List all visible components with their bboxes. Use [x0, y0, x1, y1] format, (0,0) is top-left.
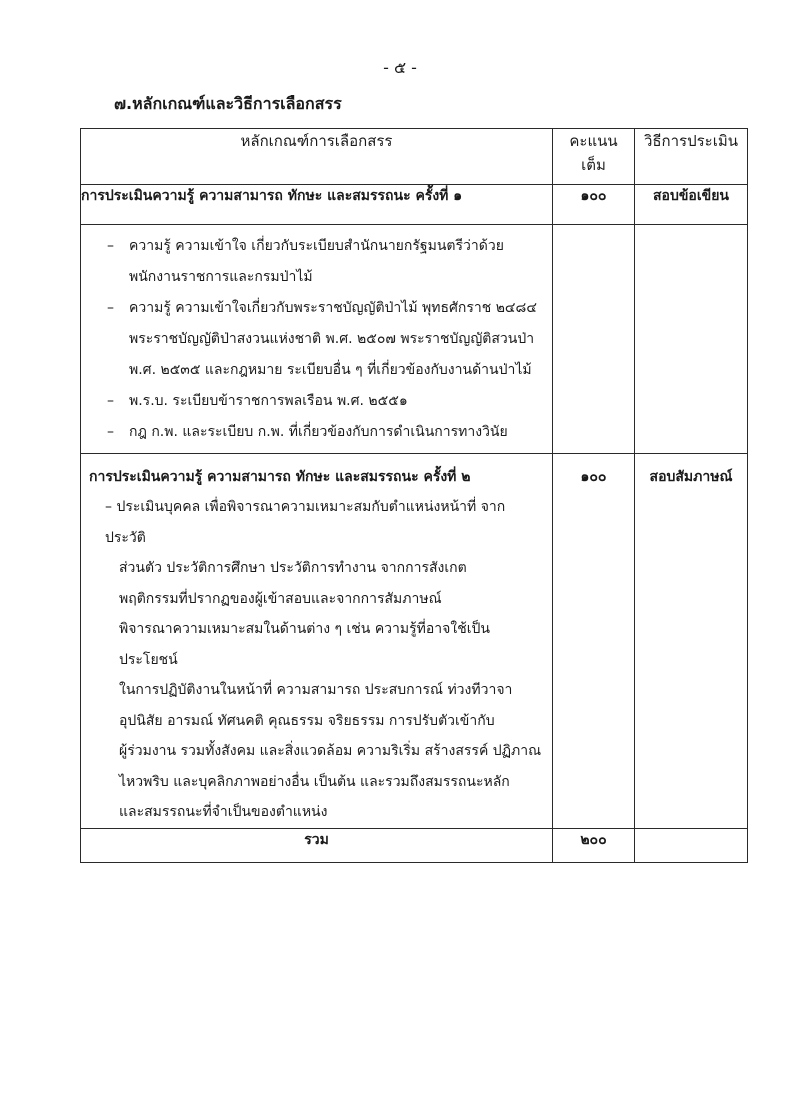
section2-line: พฤติกรรมที่ปรากฏของผู้เข้าสอบและจากการสัมภาษณ์	[119, 590, 442, 607]
total-method-empty	[635, 828, 748, 862]
section2-line: – ประเมินบุคคล เพื่อพิจารณาความเหมาะสมกับตำแหน่งหน้าที่ จากประวัติ	[105, 499, 506, 546]
header-score-line1: คะแนน	[569, 132, 618, 150]
section2-score: ๑๐๐	[580, 469, 607, 485]
section2-score-cell	[553, 454, 635, 829]
header-score	[553, 129, 635, 185]
total-score: ๒๐๐	[553, 828, 635, 862]
section2-body	[81, 492, 552, 828]
header-score-line2: เต็ม	[581, 156, 606, 174]
section2-line: และสมรรถนะที่จำเป็นของตำแหน่ง	[119, 804, 328, 820]
section2-line: ส่วนตัว ประวัติการศึกษา ประวัติการทำงาน จากการสังเกต	[119, 560, 467, 576]
section1-row	[81, 185, 748, 225]
section2-line: ในการปฏิบัติงานในหน้าที่ ความสามารถ ประสบการณ์ ท่วงทีวาจา	[119, 682, 513, 698]
section2-row	[81, 454, 748, 829]
section2-line: ไหวพริบ และบุคลิกภาพอย่างอื่น เป็นต้น และรวมถึงสมรรถนะหลัก	[119, 773, 510, 790]
section1-details-method-empty	[635, 225, 748, 454]
section1-list	[81, 231, 552, 448]
section1-score: ๑๐๐	[553, 185, 635, 225]
section1-details-row	[81, 225, 748, 454]
section2-title: การประเมินความรู้ ความสามารถ ทักษะ และสมรรถนะ ครั้งที่ ๒	[89, 469, 471, 485]
list-item: – ความรู้ ความเข้าใจ เกี่ยวกับระเบียบสำนักนายกรัฐมนตรีว่าด้วย	[107, 231, 552, 262]
list-item: พ.ศ. ๒๕๓๕ และกฎหมาย ระเบียบอื่น ๆ ที่เกี่ยวข้องกับงานด้านป่าไม้	[129, 362, 532, 378]
list-item: พระราชบัญญัติป่าสงวนแห่งชาติ พ.ศ. ๒๕๐๗ พระราชบัญญัติสวนป่า	[129, 331, 535, 347]
section2-line-text: ประเมินบุคคล เพื่อพิจารณาความเหมาะสมกับตำแหน่งหน้าที่ จากประวัติ	[105, 499, 506, 546]
section1-title: การประเมินความรู้ ความสามารถ ทักษะ และสมรรถนะ ครั้งที่ ๑	[81, 185, 553, 225]
section2-line: พิจารณาความเหมาะสมในด้านต่าง ๆ เช่น ความรู้ที่อาจใช้เป็นประโยชน์	[119, 621, 490, 668]
page-number: - ๕ -	[383, 58, 417, 77]
criteria-table	[80, 128, 748, 863]
total-label: รวม	[81, 828, 553, 862]
section1-method: สอบข้อเขียน	[635, 185, 748, 225]
list-item: พนักงานราชการและกรมป่าไม้	[129, 269, 313, 285]
section-title: ๗.หลักเกณฑ์และวิธีการเลือกสรร	[114, 94, 342, 113]
list-item: – พ.ร.บ. ระเบียบข้าราชการพลเรือน พ.ศ. ๒๕๕๑	[107, 386, 552, 417]
header-row	[81, 129, 748, 185]
section2-content	[81, 454, 553, 829]
section2-method: สอบสัมภาษณ์	[649, 469, 733, 485]
section1-details-score-empty	[553, 225, 635, 454]
list-item: – กฎ ก.พ. และระเบียบ ก.พ. ที่เกี่ยวข้องกับการดำเนินการทางวินัย	[107, 417, 552, 448]
list-item: – ความรู้ ความเข้าใจเกี่ยวกับพระราชบัญญัติป่าไม้ พุทธศักราช ๒๔๘๔	[107, 293, 552, 324]
section2-method-cell	[635, 454, 748, 829]
total-row	[81, 828, 748, 862]
section2-line: ผู้ร่วมงาน รวมทั้งสังคม และสิ่งแวดล้อม ความริเริ่ม สร้างสรรค์ ปฏิภาณ	[119, 743, 542, 759]
header-criteria: หลักเกณฑ์การเลือกสรร	[81, 129, 553, 185]
section2-line: อุปนิสัย อารมณ์ ทัศนคติ คุณธรรม จริยธรรม การปรับตัวเข้ากับ	[119, 712, 495, 729]
header-method: วิธีการประเมิน	[635, 129, 748, 185]
section1-details	[81, 225, 553, 454]
